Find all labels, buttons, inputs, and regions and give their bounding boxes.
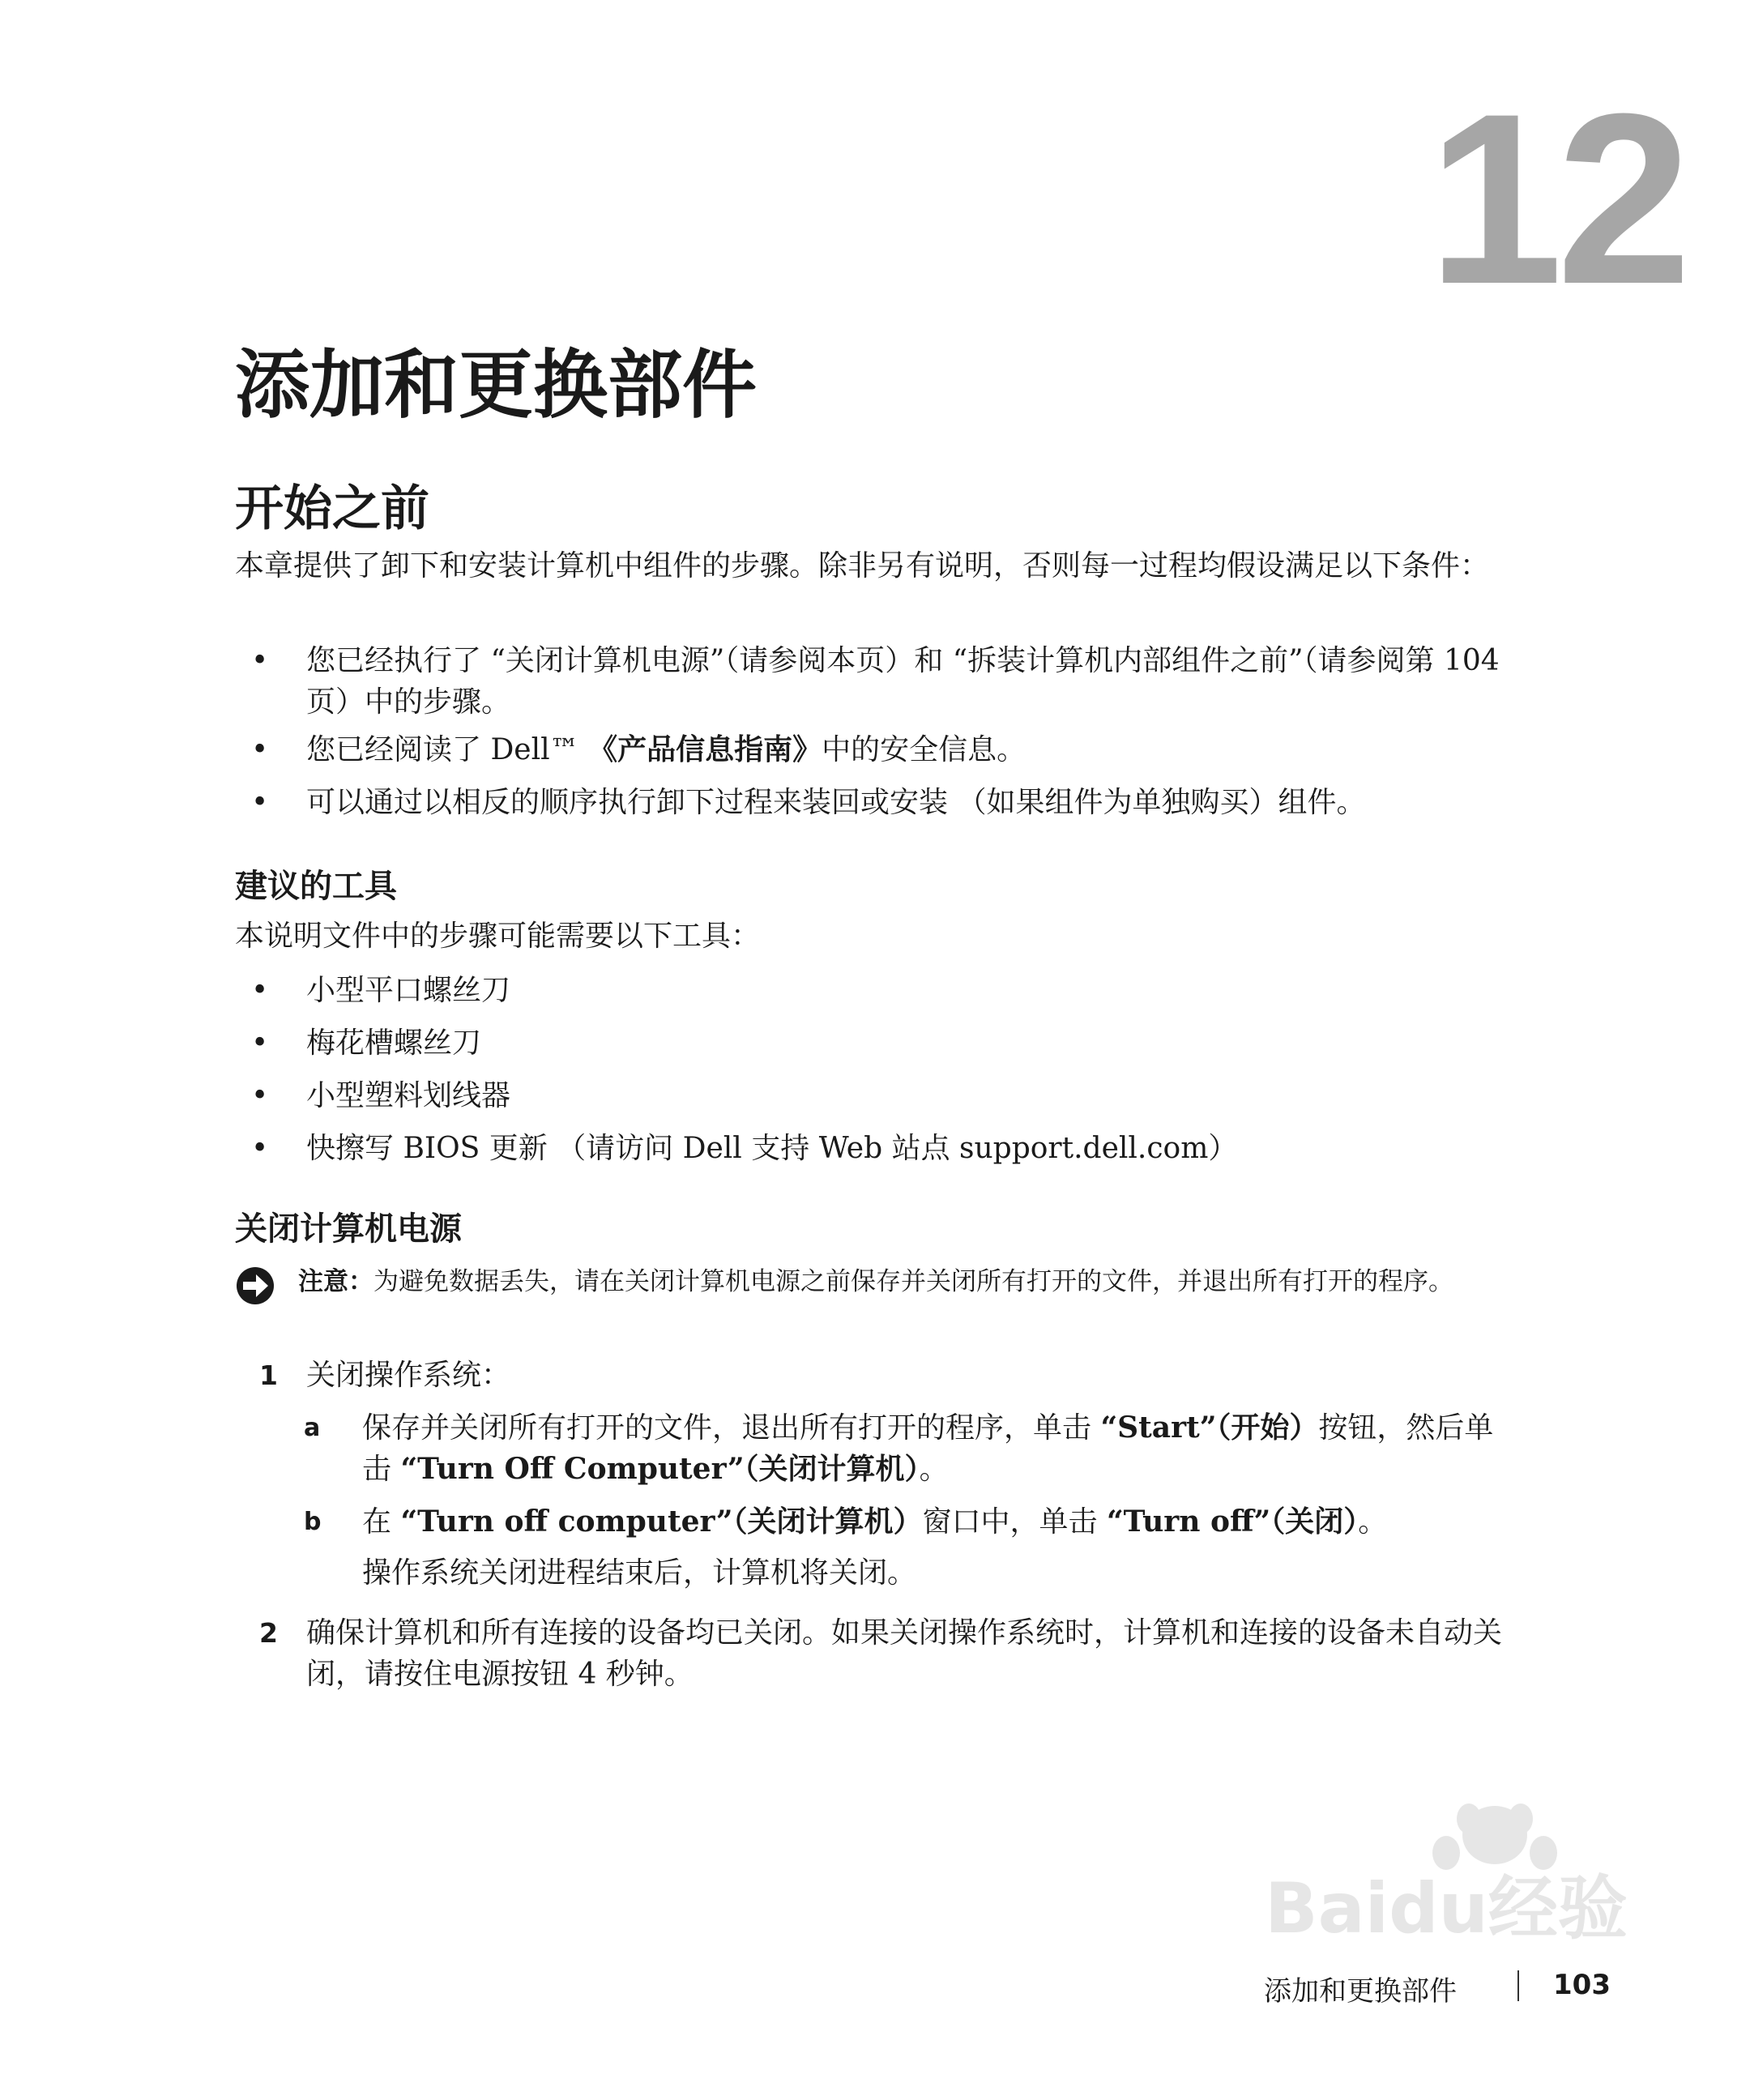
svg-text:Baidu经验: Baidu经验 bbox=[1265, 1868, 1628, 1949]
chapter-number: 12 bbox=[1428, 62, 1685, 335]
substep-letter: b bbox=[304, 1508, 322, 1536]
list-item bbox=[251, 782, 1515, 823]
step-number: 1 bbox=[259, 1359, 278, 1391]
list-item-text: 小型平口螺丝刀 bbox=[306, 974, 511, 1007]
step-1 bbox=[259, 1355, 1515, 1396]
step-text: 确保计算机和所有连接的设备均已关闭。如果关闭操作系统时，计算机和连接的设备未自动关闭，请按住电源按钮 4 秒钟。 bbox=[306, 1616, 1503, 1691]
bullet-icon: • bbox=[251, 1027, 269, 1060]
tools-intro: 本说明文件中的步骤可能需要以下工具： bbox=[235, 920, 761, 953]
list-item-text: 您已经执行了 “关闭计算机电源”（请参阅本页）和 “拆装计算机内部组件之前”（请参阅第 104 页）中的步骤。 bbox=[306, 644, 1500, 719]
bullet-icon: • bbox=[251, 644, 269, 677]
list-item-text: 快擦写 BIOS 更新 （请访问 Dell 支持 Web 站点 support.dell.com） bbox=[306, 1132, 1238, 1165]
bullet-icon: • bbox=[251, 786, 269, 819]
notice-box bbox=[235, 1264, 1515, 1300]
section-intro: 本章提供了卸下和安装计算机中组件的步骤。除非另有说明，否则每一过程均假设满足以下条件： bbox=[235, 549, 1490, 583]
substep-b bbox=[304, 1501, 1515, 1543]
tools-heading: 建议的工具 bbox=[235, 868, 397, 905]
substep-note bbox=[304, 1552, 1515, 1594]
step-2 bbox=[259, 1612, 1515, 1695]
list-item bbox=[251, 1128, 1515, 1169]
step-text: 关闭操作系统： bbox=[306, 1359, 511, 1392]
footer-title: 添加和更换部件 bbox=[1264, 1975, 1457, 2008]
substep-note-text: 操作系统关闭进程结束后，计算机将关闭。 bbox=[362, 1556, 917, 1590]
substep-a bbox=[304, 1407, 1515, 1490]
substep-text: 在 “Turn off computer”（关闭计算机）窗口中，单击 “Turn off”（关闭）。 bbox=[362, 1505, 1388, 1539]
list-item-text: 您已经阅读了 Dell™ 《产品信息指南》中的安全信息。 bbox=[306, 732, 1027, 766]
list-item-text: 梅花槽螺丝刀 bbox=[306, 1027, 482, 1060]
list-item-text: 小型塑料划线器 bbox=[306, 1079, 511, 1112]
section-heading-before: 开始之前 bbox=[235, 480, 429, 537]
power-off-heading: 关闭计算机电源 bbox=[235, 1210, 462, 1248]
list-item bbox=[251, 970, 1515, 1011]
substep-letter: a bbox=[304, 1414, 321, 1442]
bullet-icon: • bbox=[251, 1132, 269, 1165]
bullet-icon: • bbox=[251, 974, 269, 1007]
list-item bbox=[251, 640, 1515, 723]
notice-arrow-icon bbox=[235, 1266, 275, 1306]
substep-text: 保存并关闭所有打开的文件，退出所有打开的程序，单击 “Start”（开始）按钮，然后单击 “Turn Off Computer”（关闭计算机）。 bbox=[362, 1411, 1494, 1486]
page-footer bbox=[1264, 1969, 1611, 2017]
bullet-icon: • bbox=[251, 1079, 269, 1112]
list-item bbox=[251, 729, 1515, 770]
chapter-title: 添加和更换部件 bbox=[235, 342, 758, 429]
list-item-text: 可以通过以相反的顺序执行卸下过程来装回或安装 （如果组件为单独购买）组件。 bbox=[306, 786, 1366, 819]
baidu-watermark bbox=[1252, 1786, 1641, 1973]
step-number: 2 bbox=[259, 1617, 278, 1649]
list-item bbox=[251, 1022, 1515, 1064]
footer-separator bbox=[1517, 1970, 1519, 2001]
notice-text: 注意：为避免数据丢失，请在关闭计算机电源之前保存并关闭所有打开的文件，并退出所有打开的程序。 bbox=[298, 1267, 1453, 1296]
bullet-icon: • bbox=[251, 733, 269, 766]
notice-label: 注意： bbox=[298, 1267, 373, 1296]
page-number: 103 bbox=[1553, 1969, 1611, 2001]
list-item bbox=[251, 1075, 1515, 1116]
product-guide-title: 《产品信息指南》 bbox=[588, 732, 822, 766]
